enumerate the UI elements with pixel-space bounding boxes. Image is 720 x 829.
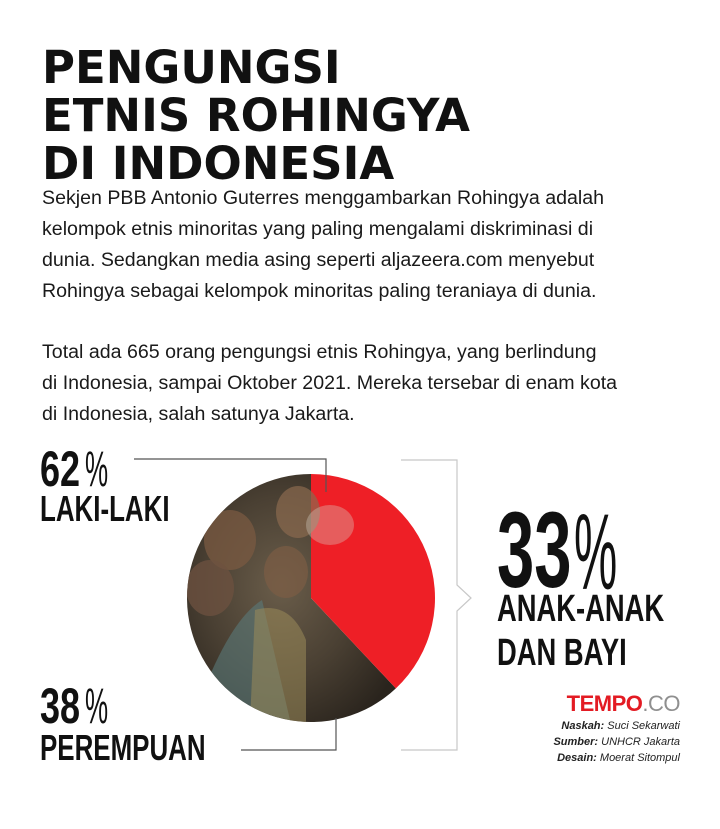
paragraph-line: Rohingya sebagai kelompok minoritas paling teraniaya di dunia. [42,280,597,302]
credit-line [553,750,680,766]
male-percent-number: 62 [40,441,81,497]
credit-line [553,718,680,734]
credit-value: Suci Sekarwati [604,720,680,732]
female-label: PEREMPUAN [40,727,206,768]
page-title [42,41,470,190]
leader-lines [134,459,471,750]
female-percent-number: 38 [40,678,81,734]
male-label: LAKI-LAKI [40,488,170,529]
paragraph-line: Total ada 665 orang pengungsi etnis Rohingya, yang berlindung [42,341,597,363]
total-paragraph [42,337,617,430]
photo-texture [186,486,354,722]
credit-key: Naskah: [561,720,605,732]
logo-brand: TEMPO [566,691,643,716]
credit-line [553,734,680,750]
paragraph-line: Sekjen PBB Antonio Guterres menggambarkan Rohingya adalah [42,187,605,209]
pie-slice-laki-laki [187,474,396,722]
credits [553,718,680,766]
intro-paragraph [42,183,604,307]
leader-line-female [241,718,336,750]
logo-suffix: .CO [642,691,680,716]
children-label-line: DAN BAYI [497,632,627,674]
children-label-line: ANAK-ANAK [497,588,665,630]
credit-key: Sumber: [553,736,599,748]
credit-key: Desain: [557,752,597,764]
paragraph-line: di Indonesia, salah satunya Jakarta. [42,403,355,425]
paragraph-line: dunia. Sedangkan media asing seperti aljazeera.com menyebut [42,249,595,271]
pie-slice-perempuan [311,474,435,688]
paragraph-line: di Indonesia, sampai Oktober 2021. Mereka tersebar di enam kota [42,372,618,394]
tempo-logo [567,692,680,716]
credit-value: Moerat Sitompul [596,752,680,764]
callout-bracket [401,460,471,750]
title-line: PENGUNGSI [42,41,341,94]
children-percent-sign: % [574,491,618,612]
children-percent-number: 33 [497,489,572,610]
credit-value: UNHCR Jakarta [598,736,680,748]
title-line: DI INDONESIA [42,137,395,190]
paragraph-line: kelompok etnis minoritas yang paling mengalami diskriminasi di [42,218,594,240]
title-line: ETNIS ROHINGYA [42,89,470,142]
female-percent-sign: % [85,678,109,734]
male-percent-sign: % [85,441,109,497]
